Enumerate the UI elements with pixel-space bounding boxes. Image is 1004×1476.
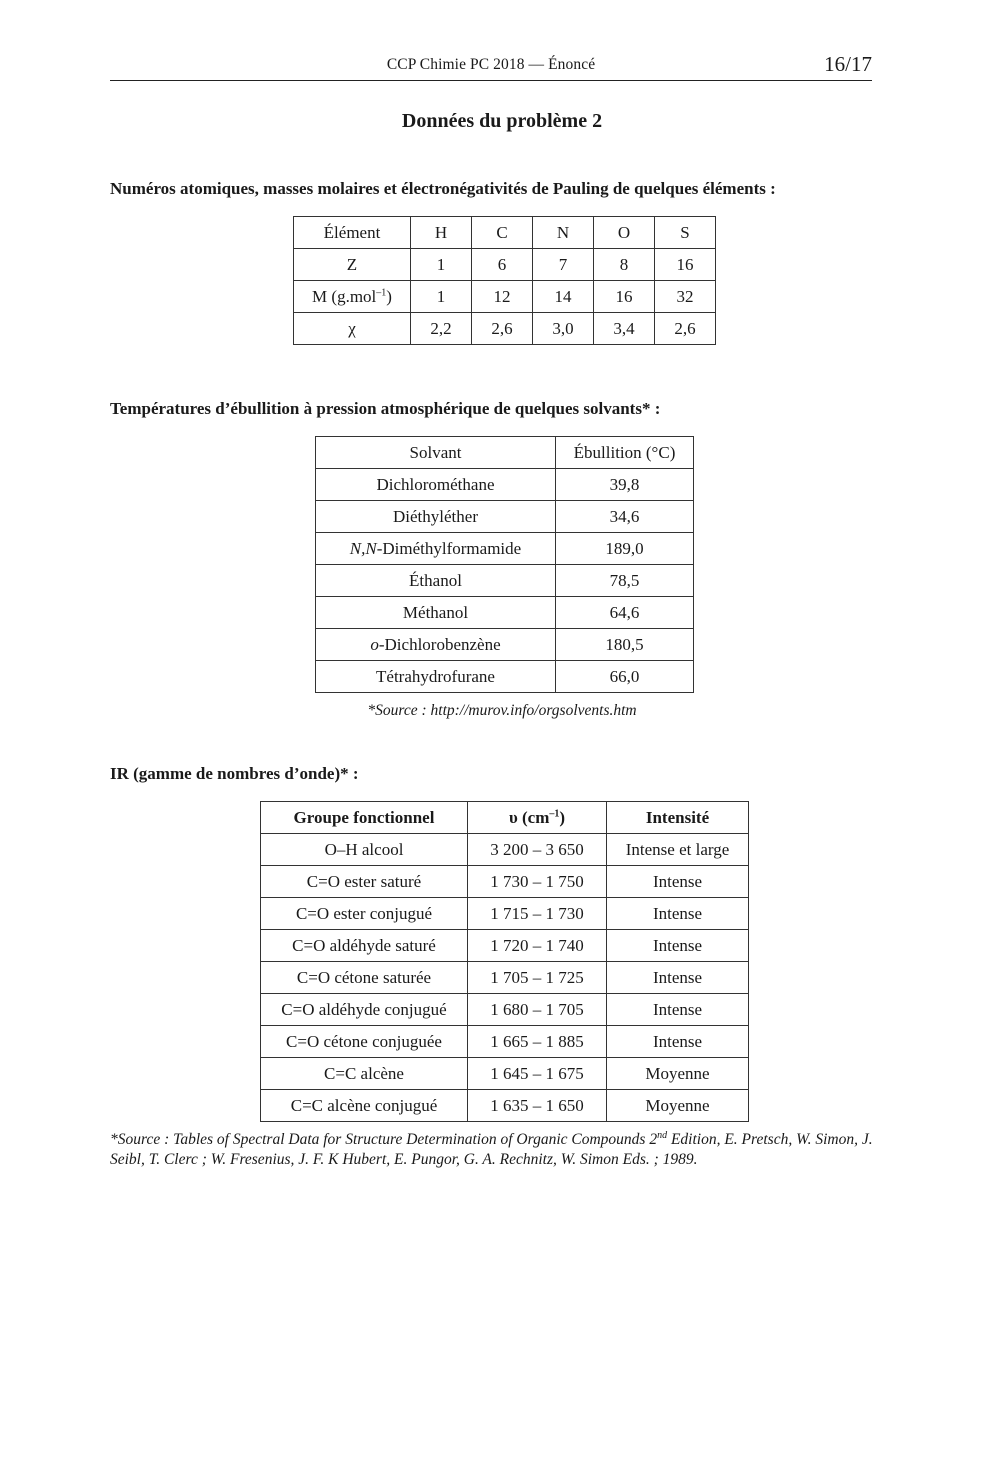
table-cell: 1 680 – 1 705 — [468, 994, 607, 1026]
table-cell: C=C alcène — [261, 1058, 468, 1090]
table-cell: C=O cétone saturée — [261, 962, 468, 994]
solvent-name: o-Dichlorobenzène — [316, 629, 556, 661]
table-cell: 1 — [411, 281, 472, 313]
table-cell: 1 720 – 1 740 — [468, 930, 607, 962]
table-cell: 12 — [472, 281, 533, 313]
table-cell: C=O cétone conjuguée — [261, 1026, 468, 1058]
table-row — [316, 437, 694, 469]
table-row — [294, 281, 716, 313]
table-cell: 2,2 — [411, 313, 472, 345]
table-cell: 1 — [411, 249, 472, 281]
table-cell: C=O aldéhyde conjugué — [261, 994, 468, 1026]
table-cell: Moyenne — [607, 1090, 749, 1122]
solvents-table — [315, 436, 694, 693]
table-header-cell: N — [533, 217, 594, 249]
table-cell: 3 200 – 3 650 — [468, 834, 607, 866]
table-cell: 32 — [655, 281, 716, 313]
solvent-value: 180,5 — [556, 629, 694, 661]
table-row — [261, 1058, 749, 1090]
elements-heading: Numéros atomiques, masses molaires et électronégativités de Pauling de quelques éléments : — [110, 179, 776, 198]
table-header-cell: Intensité — [607, 802, 749, 834]
table-header-cell: Ébullition (°C) — [556, 437, 694, 469]
elements-table — [293, 216, 716, 345]
table-row — [316, 533, 694, 565]
ir-table — [260, 801, 749, 1122]
solvent-value: 189,0 — [556, 533, 694, 565]
table-header-cell: H — [411, 217, 472, 249]
table-cell: 1 665 – 1 885 — [468, 1026, 607, 1058]
table-cell: 16 — [594, 281, 655, 313]
table-cell: C=O ester saturé — [261, 866, 468, 898]
solvent-value: 34,6 — [556, 501, 694, 533]
solvent-name: Méthanol — [316, 597, 556, 629]
table-header-cell: O — [594, 217, 655, 249]
table-cell: C=O aldéhyde saturé — [261, 930, 468, 962]
table-row — [316, 501, 694, 533]
row-label: Z — [294, 249, 411, 281]
table-cell: 3,0 — [533, 313, 594, 345]
table-row — [294, 249, 716, 281]
table-cell: Intense — [607, 898, 749, 930]
solvent-value: 66,0 — [556, 661, 694, 693]
table-row — [261, 802, 749, 834]
row-label: χ — [294, 313, 411, 345]
table-header-cell: Élément — [294, 217, 411, 249]
table-cell: Intense — [607, 1026, 749, 1058]
table-cell: C=O ester conjugué — [261, 898, 468, 930]
table-cell: Intense — [607, 866, 749, 898]
table-row — [294, 313, 716, 345]
table-cell: 8 — [594, 249, 655, 281]
table-header-cell: Groupe fonctionnel — [261, 802, 468, 834]
table-row — [316, 629, 694, 661]
solvents-heading: Températures d’ébullition à pression atmosphérique de quelques solvants* : — [110, 399, 661, 418]
table-row — [316, 565, 694, 597]
table-cell: 16 — [655, 249, 716, 281]
ir-source: *Source : Tables of Spectral Data for Structure Determination of Organic Compounds 2nd Edition, E. Pretsch, W. Simon, J. Seibl, T. Clerc ; W. Fresenius, J. F. K Hubert, E. Pungor, G. A. Rechnitz, W. Simon Eds. ; 1989. — [110, 1129, 873, 1168]
table-row — [261, 1026, 749, 1058]
table-cell: 1 730 – 1 750 — [468, 866, 607, 898]
solvent-name: Tétrahydrofurane — [316, 661, 556, 693]
table-cell: 7 — [533, 249, 594, 281]
table-row — [316, 469, 694, 501]
table-row — [261, 962, 749, 994]
solvent-value: 78,5 — [556, 565, 694, 597]
table-row — [294, 217, 716, 249]
page-header — [110, 54, 872, 81]
solvent-name: Éthanol — [316, 565, 556, 597]
table-row — [316, 661, 694, 693]
table-cell: 2,6 — [655, 313, 716, 345]
table-header-cell: S — [655, 217, 716, 249]
table-cell: Intense — [607, 962, 749, 994]
table-cell: O–H alcool — [261, 834, 468, 866]
table-cell: 2,6 — [472, 313, 533, 345]
table-row — [261, 866, 749, 898]
header-title: CCP Chimie PC 2018 — Énoncé — [386, 56, 596, 73]
table-header-cell: υ $(cm^{-1})$ — [468, 802, 607, 834]
table-row — [261, 898, 749, 930]
solvent-name: N,N-Diméthylformamide — [316, 533, 556, 565]
table-cell: 1 645 – 1 675 — [468, 1058, 607, 1090]
table-cell: 14 — [533, 281, 594, 313]
table-cell: Moyenne — [607, 1058, 749, 1090]
table-cell: 3,4 — [594, 313, 655, 345]
row-label: M (g.mol$^{-1}$) — [294, 281, 411, 313]
table-cell: 1 715 – 1 730 — [468, 898, 607, 930]
page-title: Données du problème 2 — [401, 110, 603, 132]
table-header-cell: Solvant — [316, 437, 556, 469]
table-row — [261, 1090, 749, 1122]
solvent-name: Dichlorométhane — [316, 469, 556, 501]
table-cell: Intense — [607, 994, 749, 1026]
table-row — [316, 597, 694, 629]
table-cell: 1 635 – 1 650 — [468, 1090, 607, 1122]
solvent-value: 39,8 — [556, 469, 694, 501]
table-row — [261, 930, 749, 962]
solvent-value: 64,6 — [556, 597, 694, 629]
table-cell: Intense — [607, 930, 749, 962]
table-cell: C=C alcène conjugué — [261, 1090, 468, 1122]
table-cell: 1 705 – 1 725 — [468, 962, 607, 994]
table-row — [261, 834, 749, 866]
table-row — [261, 994, 749, 1026]
solvent-name: Diéthyléther — [316, 501, 556, 533]
table-cell: 6 — [472, 249, 533, 281]
ir-heading: IR (gamme de nombres d’onde)* : — [110, 764, 359, 783]
table-cell: Intense et large — [607, 834, 749, 866]
table-header-cell: C — [472, 217, 533, 249]
page-number: 16/17 — [824, 52, 872, 76]
solvents-source: *Source : http://murov.info/orgsolvents.htm — [367, 702, 637, 719]
